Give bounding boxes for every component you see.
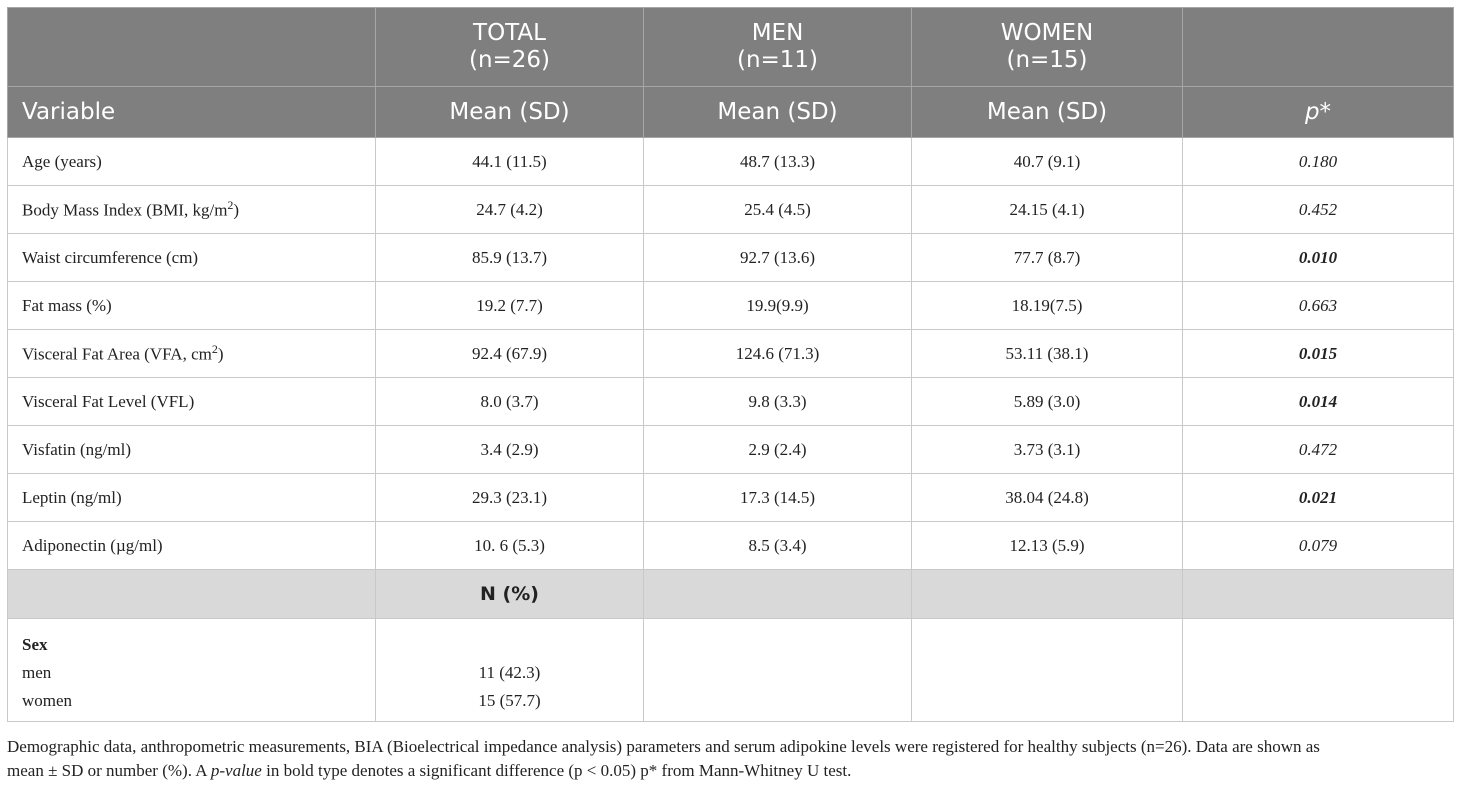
men-value-cell: 25.4 (4.5) xyxy=(644,186,912,234)
women-value-cell: 18.19(7.5) xyxy=(912,282,1183,330)
variable-superscript: 2 xyxy=(211,342,218,357)
caption-line-2b: in bold type denotes a significant difference (p < 0.05) p* from Mann-Whitney U test. xyxy=(261,761,852,780)
women-value-cell: 53.11 (38.1) xyxy=(912,330,1183,378)
men-value-cell: 48.7 (13.3) xyxy=(644,138,912,186)
table-row xyxy=(8,474,1454,522)
band-empty-cell xyxy=(644,570,912,619)
header-total-n: (n=26) xyxy=(468,47,551,73)
total-value-cell: 44.1 (11.5) xyxy=(376,138,644,186)
table-container xyxy=(7,7,1453,722)
variable-cell xyxy=(8,474,376,522)
p-value-cell: 0.180 xyxy=(1183,138,1454,186)
header-total xyxy=(376,8,644,87)
variable-label: Fat mass (%) xyxy=(22,295,112,315)
header-women-n: (n=15) xyxy=(1006,47,1088,73)
header-women xyxy=(912,8,1183,87)
women-value-cell: 3.73 (3.1) xyxy=(912,426,1183,474)
variable-label: Adiponectin (µg/ml) xyxy=(22,535,163,555)
header-empty-p-cell xyxy=(1183,8,1454,87)
header-men-stat: Mean (SD) xyxy=(644,87,912,138)
variable-cell xyxy=(8,234,376,282)
variable-label-suffix: ) xyxy=(217,344,224,364)
p-value-cell: 0.010 xyxy=(1183,234,1454,282)
table-caption xyxy=(7,735,1453,783)
header-p-value: p* xyxy=(1183,87,1454,138)
caption-line-1: Demographic data, anthropometric measurements, BIA (Bioelectrical impedance analysis) parameters and serum adipokine levels were registered for healthy subjects (n=26). Data are shown as xyxy=(7,737,1320,756)
variable-label: Waist circumference (cm) xyxy=(22,247,199,267)
p-value-cell: 0.015 xyxy=(1183,330,1454,378)
variable-cell xyxy=(8,282,376,330)
men-value-cell: 19.9(9.9) xyxy=(644,282,912,330)
band-empty-cell xyxy=(1183,570,1454,619)
header-women-name: WOMEN xyxy=(1000,20,1094,46)
sex-empty-cell xyxy=(644,619,912,722)
total-value-cell: 19.2 (7.7) xyxy=(376,282,644,330)
men-value-cell: 8.5 (3.4) xyxy=(644,522,912,570)
p-value-cell: 0.021 xyxy=(1183,474,1454,522)
p-value-cell: 0.472 xyxy=(1183,426,1454,474)
sex-empty-cell xyxy=(1183,619,1454,722)
variable-label: Visceral Fat Area (VFA, cm xyxy=(22,344,212,364)
men-value-cell: 92.7 (13.6) xyxy=(644,234,912,282)
variable-cell xyxy=(8,522,376,570)
band-empty-cell xyxy=(912,570,1183,619)
header-men-name: MEN xyxy=(751,20,804,46)
caption-italic: p-value xyxy=(210,761,262,780)
total-value-cell: 92.4 (67.9) xyxy=(376,330,644,378)
header-women-stat: Mean (SD) xyxy=(912,87,1183,138)
women-value-cell: 12.13 (5.9) xyxy=(912,522,1183,570)
sex-values-cell xyxy=(376,619,644,722)
women-value-cell: 77.7 (8.7) xyxy=(912,234,1183,282)
header-row-groups xyxy=(8,8,1454,87)
men-value-cell: 17.3 (14.5) xyxy=(644,474,912,522)
variable-label: Visfatin (ng/ml) xyxy=(22,439,131,459)
sex-empty-cell xyxy=(912,619,1183,722)
table-row xyxy=(8,378,1454,426)
header-variable: Variable xyxy=(8,87,376,138)
sex-label-cell xyxy=(8,619,376,722)
p-value-cell: 0.663 xyxy=(1183,282,1454,330)
table-row xyxy=(8,426,1454,474)
variable-cell xyxy=(8,138,376,186)
band-empty-cell xyxy=(8,570,376,619)
men-value-cell: 9.8 (3.3) xyxy=(644,378,912,426)
count-header: N (%) xyxy=(376,570,644,619)
sex-men-label: men xyxy=(22,663,52,682)
women-value-cell: 40.7 (9.1) xyxy=(912,138,1183,186)
variable-superscript: 2 xyxy=(227,198,234,213)
p-value-cell: 0.452 xyxy=(1183,186,1454,234)
variable-cell xyxy=(8,426,376,474)
total-value-cell: 24.7 (4.2) xyxy=(376,186,644,234)
data-table xyxy=(7,7,1454,722)
table-body xyxy=(8,138,1454,722)
header-total-stat: Mean (SD) xyxy=(376,87,644,138)
table-row xyxy=(8,522,1454,570)
men-value-cell: 124.6 (71.3) xyxy=(644,330,912,378)
total-value-cell: 29.3 (23.1) xyxy=(376,474,644,522)
table-row xyxy=(8,186,1454,234)
sex-label: Sex xyxy=(22,635,48,654)
variable-label: Age (years) xyxy=(22,151,102,171)
sex-men-value: 11 (42.3) xyxy=(478,663,541,682)
women-value-cell: 5.89 (3.0) xyxy=(912,378,1183,426)
total-value-cell: 8.0 (3.7) xyxy=(376,378,644,426)
men-value-cell: 2.9 (2.4) xyxy=(644,426,912,474)
header-row-labels xyxy=(8,87,1454,138)
total-value-cell: 85.9 (13.7) xyxy=(376,234,644,282)
header-men-n: (n=11) xyxy=(736,47,819,73)
table-row xyxy=(8,234,1454,282)
total-value-cell: 3.4 (2.9) xyxy=(376,426,644,474)
variable-cell xyxy=(8,186,376,234)
p-value-cell: 0.014 xyxy=(1183,378,1454,426)
header-men xyxy=(644,8,912,87)
caption-line-2a: mean ± SD or number (%). A xyxy=(7,761,211,780)
sex-women-value: 15 (57.7) xyxy=(478,691,541,710)
header-empty-cell xyxy=(8,8,376,87)
table-row xyxy=(8,330,1454,378)
variable-label: Visceral Fat Level (VFL) xyxy=(22,391,195,411)
variable-cell xyxy=(8,330,376,378)
sex-women-label: women xyxy=(22,691,73,710)
women-value-cell: 38.04 (24.8) xyxy=(912,474,1183,522)
table-row xyxy=(8,138,1454,186)
women-value-cell: 24.15 (4.1) xyxy=(912,186,1183,234)
variable-label-suffix: ) xyxy=(233,200,240,220)
variable-label: Leptin (ng/ml) xyxy=(22,487,122,507)
total-value-cell: 10. 6 (5.3) xyxy=(376,522,644,570)
variable-cell xyxy=(8,378,376,426)
sex-row xyxy=(8,619,1454,722)
header-total-name: TOTAL xyxy=(473,20,546,46)
table-row xyxy=(8,282,1454,330)
p-value-cell: 0.079 xyxy=(1183,522,1454,570)
count-header-row xyxy=(8,570,1454,619)
variable-label: Body Mass Index (BMI, kg/m xyxy=(22,200,228,220)
